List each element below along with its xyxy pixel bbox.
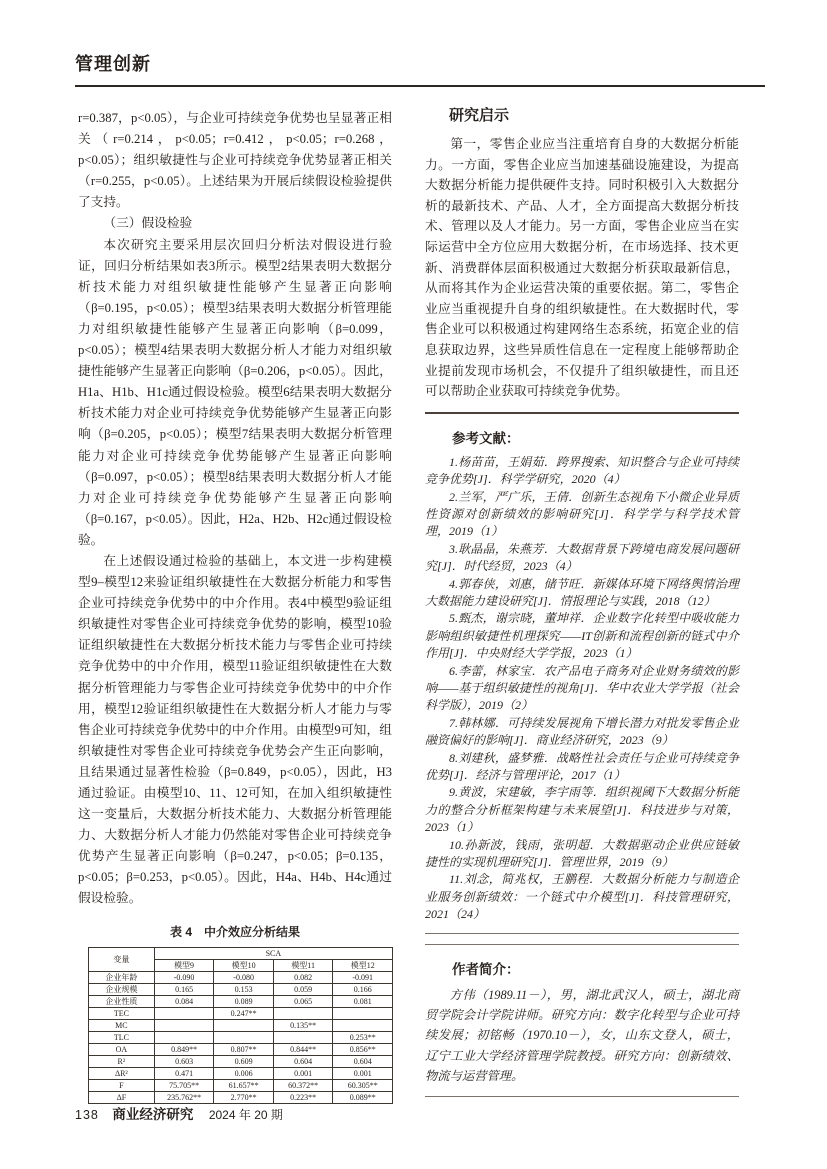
- right-column: [425, 104, 739, 1097]
- table-cell-model9: 0.165: [154, 983, 214, 995]
- table-cell-variable: 企业性质: [89, 995, 155, 1007]
- table-cell-model9: 0.084: [154, 995, 214, 1007]
- reference-item: 3.耿晶晶，朱燕芳．大数据背景下跨境电商发展问题研究[J]．时代经贸，2023（4）: [425, 541, 739, 574]
- paragraph-insights: 第一，零售企业应当注重培育自身的大数据分析能力。一方面，零售企业应当加速基础设施建设，为提高大数据分析能力提供硬件支持。同时积极引入大数据分析的最新技术、产品、人才，全方面提高大数据分析技术、管理以及人才能力。另一方面，零售企业应当在实际运营中全方位应用大数据分析，在市场选择、技术更新、消费群体层面积极通过大数据分析获取最新信息，从而将其作为企业运营决策的重要依据。第二，零售企业应当重视提升自身的组织敏捷性。在大数据时代，零售企业可以积极通过构建网络生态系统，拓宽企业的信息获取边界，这些异质性信息在一定程度上能够帮助企业提前发现市场机会，不仅提升了组织敏捷性，而且还可以帮助企业获取可持续竞争优势。: [425, 137, 739, 399]
- table-cell-variable: TEC: [89, 1007, 155, 1019]
- table-cell-model11: 0.065: [273, 995, 333, 1007]
- table-cell-model10: -0.080: [214, 971, 274, 983]
- table-row: [89, 1067, 393, 1079]
- table-header-model: 模型12: [333, 959, 393, 971]
- table-row: [89, 1007, 393, 1019]
- table-cell-model11: 0.223**: [273, 1091, 333, 1103]
- table-cell-variable: OA: [89, 1043, 155, 1055]
- table-cell-model11: 60.372**: [273, 1079, 333, 1091]
- table-row: [89, 1091, 393, 1103]
- table-cell-model12: 60.305**: [333, 1079, 393, 1091]
- table-cell-variable: R²: [89, 1055, 155, 1067]
- table-cell-model12: 0.166: [333, 983, 393, 995]
- subsection-heading-hypothesis-test: （三）假设检验: [103, 216, 193, 231]
- table-row: [89, 971, 393, 983]
- table-cell-model12: 0.856**: [333, 1043, 393, 1055]
- mediation-effects-table: [88, 947, 393, 1104]
- table-cell-model10: [214, 1019, 274, 1031]
- table-cell-variable: ΔF: [89, 1091, 155, 1103]
- authors-bio-text: 方伟（1989.11－），男，湖北武汉人，硕士，湖北商贸学院会计学院讲师。研究方向：数字化转型与企业可持续发展；初铭畅（1970.10－），女，山东文登人，硕士，辽宁工业大学经济管理学院教授。研究方向：创新绩效、物流与运营管理。: [425, 987, 739, 1083]
- table-cell-variable: TLC: [89, 1031, 155, 1043]
- reference-item: 1.杨苗苗，王娟茹．跨界搜索、知识整合与企业可持续竞争优势[J]．科学学研究，2020（4）: [425, 454, 739, 487]
- table-cell-model9: 0.471: [154, 1067, 214, 1079]
- table-header: [89, 947, 393, 971]
- table-cell-variable: 企业规模: [89, 983, 155, 995]
- table-header-model: 模型10: [214, 959, 274, 971]
- table-cell-model9: 75.705**: [154, 1079, 214, 1091]
- table-header-model: 模型11: [273, 959, 333, 971]
- table-body: [89, 971, 393, 1103]
- paragraph-mediation-results: 在上述假设通过检验的基础上，本文进一步构建模型9–模型12来验证组织敏捷性在大数据分析能力和零售企业可持续竞争优势中的中介作用。表4中模型9验证组织敏捷性对零售企业可持续竞争优势的影响，模型10验证组织敏捷性在大数据分析技术能力与零售企业可持续竞争优势中的中介作用，模型11验证组织敏捷性在大数据分析管理能力与零售企业可持续竞争优势中的中介作用，模型12验证组织敏捷性在大数据分析人才能力与零售企业可持续竞争优势中的中介作用。由模型9可知，组织敏捷性对零售企业可持续竞争优势会产生正向影响，且结果通过显著性检验（β=0.849，p<0.05），因此，H3通过验证。由模型10、11、12可知，在加入组织敏捷性这一变量后，大数据分析技术能力、大数据分析管理能力、大数据分析人才能力仍然能对零售企业可持续竞争优势产生显著正向影响（β=0.247，p<0.05；β=0.135，p<0.05；β=0.253，p<0.05）。因此，H4a、H4b、H4c通过假设检验。: [78, 553, 392, 906]
- reference-item: 5.甄杰，谢宗晓，董坤祥．企业数字化转型中吸收能力影响组织敏捷性机理探究——IT创新和流程创新的链式中介作用[J]．中央财经大学学报，2023（1）: [425, 611, 739, 661]
- table-cell-model10: 0.153: [214, 983, 274, 995]
- table-cell-model9: [154, 1019, 214, 1031]
- table-cell-model11: 0.135**: [273, 1019, 333, 1031]
- reference-item: 10.孙新波，钱雨，张明超．大数据驱动企业供应链敏捷性的实现机理研究[J]．管理世界，2019（9）: [425, 837, 739, 870]
- separator-above-references: [425, 412, 739, 414]
- table-cell-model9: [154, 1031, 214, 1043]
- paragraph-regression-results: 本次研究主要采用层次回归分析法对假设进行验证，回归分析结果如表3所示。模型2结果表明大数据分析技术能力对组织敏捷性能够产生显著正向影响（β=0.195，p<0.05）；模型3结果表明大数据分析管理能力对组织敏捷性能够产生显著正向影响（β=0.099，p<0.05）；模型4结果表明大数据分析人才能力对组织敏捷性能够产生显著正向影响（β=0.206，p<0.05）。因此，H1a、H1b、H1c通过假设检验。模型6结果表明大数据分析技术能力对企业可持续竞争优势能够产生显著正向影响（β=0.205，p<0.05）；模型7结果表明大数据分析管理能力对企业可持续竞争优势能够产生显著正向影响（β=0.097，p<0.05）；模型8结果表明大数据分析人才能力对企业可持续竞争优势能够产生显著正向影响（β=0.167，p<0.05）。因此，H2a、H2b、H2c通过假设检验。: [78, 237, 392, 547]
- table-cell-model10: 0.247**: [214, 1007, 274, 1019]
- left-column: [78, 108, 392, 1104]
- reference-item: 2.兰军，严广乐，王倩．创新生态视角下小微企业异质性资源对创新绩效的影响研究[J]．科学学与科学技术管理，2019（1）: [425, 489, 739, 539]
- table-row: [89, 1019, 393, 1031]
- table-cell-model12: 0.089**: [333, 1091, 393, 1103]
- footer-journal-name: 商业经济研究: [112, 1107, 194, 1122]
- table-row: [89, 1043, 393, 1055]
- table-cell-model9: 0.603: [154, 1055, 214, 1067]
- separator-line-bottom: [425, 944, 739, 945]
- table-cell-model11: [273, 1031, 333, 1043]
- table-cell-model10: 0.807**: [214, 1043, 274, 1055]
- page-header: [75, 50, 765, 87]
- table-cell-model10: 0.609: [214, 1055, 274, 1067]
- separator-below-authors: [425, 1096, 739, 1097]
- table-cell-model9: 235.762**: [154, 1091, 214, 1103]
- separator-line-top: [425, 933, 739, 934]
- table-cell-model11: 0.059: [273, 983, 333, 995]
- separator-double-above-authors: [425, 933, 739, 945]
- table-cell-model12: -0.091: [333, 971, 393, 983]
- table-cell-model11: 0.001: [273, 1067, 333, 1079]
- authors-heading: 作者简介：: [452, 961, 520, 977]
- table-caption: 表 4 中介效应分析结果: [169, 924, 300, 939]
- footer-page-number: 138: [75, 1108, 99, 1122]
- reference-item: 11.刘念，简兆权，王鹏程．大数据分析能力与制造企业服务创新绩效：一个链式中介模型[J]．科技管理研究，2021（24）: [425, 872, 739, 922]
- table-cell-model9: -0.090: [154, 971, 214, 983]
- table-cell-model10: 61.657**: [214, 1079, 274, 1091]
- table-row: [89, 1031, 393, 1043]
- table-row: [89, 1079, 393, 1091]
- table-cell-model9: 0.849**: [154, 1043, 214, 1055]
- table-row: [89, 995, 393, 1007]
- table-header-model: 模型9: [154, 959, 214, 971]
- reference-item: 4.郭春侠，刘惠，储节旺．新媒体环境下网络舆情治理大数据能力建设研究[J]．情报理论与实践，2018（12）: [425, 576, 739, 608]
- table-cell-model11: 0.082: [273, 971, 333, 983]
- table-cell-model11: 0.604: [273, 1055, 333, 1067]
- references-heading: 参考文献：: [452, 430, 520, 446]
- table-cell-variable: MC: [89, 1019, 155, 1031]
- table-header-group-sca: SCA: [154, 947, 392, 959]
- reference-item: 9.黄波，宋建敏，李宇雨等．组织视阈下大数据分析能力的整合分析框架构建与未来展望[J]．科技进步与对策，2023（1）: [425, 785, 739, 835]
- table-cell-model9: [154, 1007, 214, 1019]
- table-cell-model12: [333, 1007, 393, 1019]
- table-cell-model10: [214, 1031, 274, 1043]
- table-cell-model12: [333, 1019, 393, 1031]
- table-cell-model10: 0.006: [214, 1067, 274, 1079]
- paragraph-correlation-continuation: r=0.387，p<0.05），与企业可持续竞争优势也呈显著正相关（r=0.214，p<0.05；r=0.412，p<0.05；r=0.268，p<0.05）；组织敏捷性与企业可持续竞争优势显著正相关（r=0.255，p<0.05）。上述结果为开展后续假设检验提供了支持。: [78, 111, 392, 210]
- table-cell-model12: 0.253**: [333, 1031, 393, 1043]
- references-list: [425, 454, 739, 924]
- table-header-variable: 变量: [89, 947, 155, 971]
- authors-bio-block: [425, 985, 739, 1086]
- table-cell-model12: 0.001: [333, 1067, 393, 1079]
- table-cell-model11: 0.844**: [273, 1043, 333, 1055]
- table-cell-variable: ΔR²: [89, 1067, 155, 1079]
- table-cell-model11: [273, 1007, 333, 1019]
- table-cell-model10: 2.770**: [214, 1091, 274, 1103]
- table-cell-model10: 0.089: [214, 995, 274, 1007]
- table-cell-model12: 0.604: [333, 1055, 393, 1067]
- insights-heading: 研究启示: [449, 107, 510, 124]
- table-row: [89, 1055, 393, 1067]
- table-cell-model12: 0.081: [333, 995, 393, 1007]
- table-cell-variable: F: [89, 1079, 155, 1091]
- footer-issue: 2024 年 20 期: [208, 1108, 283, 1122]
- reference-item: 7.韩林娜．可持续发展视角下增长潜力对批发零售企业融资偏好的影响[J]．商业经济研究，2023（9）: [425, 715, 739, 748]
- reference-item: 8.刘建秋，盛梦雅．战略性社会责任与企业可持续竞争优势[J]．经济与管理评论，2017（1）: [425, 750, 739, 783]
- column-section-title: 管理创新: [75, 54, 151, 74]
- reference-item: 6.李蕾，林家宝．农产品电子商务对企业财务绩效的影响——基于组织敏捷性的视角[J]．华中农业大学学报（社会科学版），2019（2）: [425, 663, 739, 713]
- table-row: [89, 983, 393, 995]
- page-footer: [75, 1103, 765, 1123]
- table-cell-variable: 企业年龄: [89, 971, 155, 983]
